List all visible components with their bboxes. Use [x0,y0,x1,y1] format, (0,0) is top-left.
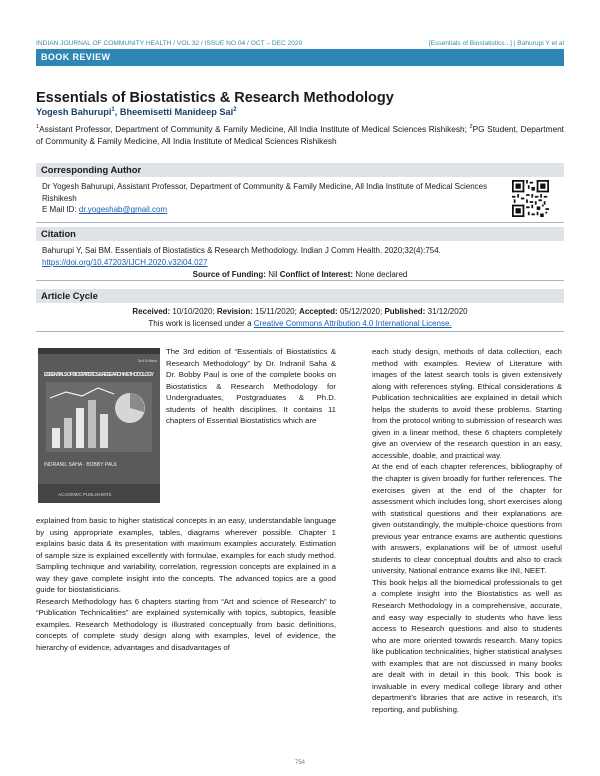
book-cover-image [38,348,160,503]
author-1-sup: 1 [111,107,115,113]
email-link[interactable]: dr.yogeshab@gmail.com [78,205,168,215]
article-dates [36,307,564,316]
journal-info: INDIAN JOURNAL OF COMMUNITY HEALTH / VOL 32 / ISSUE NO 04 / OCT – DEC 2020 [36,40,303,47]
author-1: Yogesh Bahurupi [36,107,112,118]
funding-line [36,270,564,279]
para-1-bottom: explained from basic to higher statistical concepts in an easy, understandable language by using appropriate examples, tables, diagrams wherever possible. Chapter 1 explains basic data & its presentation with maximum examples accurately. Estimation of sample size is explained excellently with formulae, examples for each study method. Sampling technique and variability, correlation, regression concepts are explained in a way they gave complete insight into the concepts. The advanced topics are a good guide for biostatisticians. [36,516,336,595]
license-prefix: This work is licensed under a [148,319,254,328]
citation-text-block [42,245,552,268]
section-label-band: BOOK REVIEW [36,49,564,66]
cover-publisher: ACADEMIC PUBLISHERS [58,492,112,497]
doi-link[interactable]: https://doi.org/10.47203/IJCH.2020.v32i04.027 [42,257,208,267]
affil-2-sup: 2 [469,124,473,130]
para-3: At the end of each chapter references, bibliography of the chapter is given broadly for further references. The exercises given at the end of the chapter for assessment which includes long, short exercises along with statistical questions and their explanations are given outstandingly, the multiple-choice questions from previous year entrance exams are authentic questions with answers, explanations will be of utmost useful students to clear conceptual doubts and also to crack university, National entrance exams like INI, NEET. [372,462,562,576]
cover-title: ESSENTIALS OF BIOSTATISTICS & RESEARCH METHODOLOGY [44,372,154,378]
corresponding-author-heading: Corresponding Author [36,163,564,177]
page-number: 754 [294,760,305,766]
cover-authors: INDRANIL SAHA · BOBBY PAUL [44,462,118,468]
revision-label: Revision: [216,307,253,316]
author-separator: , [114,107,120,118]
accepted-label: Accepted: [299,307,338,316]
running-title: [Essentials of Biostatistics...] | Bahurupi Y et al [428,40,564,47]
affiliations [36,121,564,147]
conflict-label: Conflict of Interest: [279,270,354,279]
para-2: Research Methodology has 6 chapters starting from “Art and science of Research” to “Publication Technicalities” are explained systemically with topics, subtopics, feasible examples. Research Methodology is illustrated conceptually from basic definitions, concepts of complete study design along with examples, level of evidence, the hierarchy of evidence, advantages and disadvantages of [36,596,336,653]
published-label: Published: [384,307,426,316]
published-date: 31/12/2020 [425,307,468,316]
affil-1: Assistant Professor, Department of Community & Family Medicine, All India Institute of Medical Sciences Rishikesh; [39,123,467,134]
citation-heading: Citation [36,227,564,241]
received-date: 10/10/2020; [170,307,217,316]
revision-date: 15/11/2020; [252,307,300,316]
received-label: Received: [132,307,171,316]
para-4: This book helps all the biomedical professionals to get a complete insight into the Biostatistics as well as Research Methodology in a comprehensive, accurate, and easy way especially to students who have less access to Research questions and also to students who are more oriented towards research. Many topics like publication technicalities, higher statistical analyses with examples that are not discussed in many books are dealt with in detail in this book. This book is invaluable in every medical college library and other department’s libraries that are active in research, it’s reporting, and publishing. [372,577,562,714]
qr-code-icon[interactable] [512,180,549,217]
running-header [36,40,564,47]
email-label: E Mail ID: [42,205,79,215]
para-2-continued: each study design, methods of data collection, each method with examples. Review of Literature with images of the latest search tools is given extensively along with references styling. Ethical considerations & Publication technicalities are explained in detail which helps the students to avoid these problems. Starting from the protocol writing to submission of research was given in a linear method, these 6 chapters completely give an overview of the research question in an easy, accessible, doable, and practical way. [372,347,562,460]
conflict-value: None declared [353,270,408,279]
license-link[interactable]: Creative Commons Attribution 4.0 International License. [253,319,452,328]
article-title: Essentials of Biostatistics & Research Methodology [36,90,394,106]
para-1-top: The 3rd edition of “Essentials of Biostatistics & Research Methodology” by Dr. Indranil Saha & Dr. Bobby Paul is one of the complete books on Biostatistics & Research Methodology for Undergraduates, Postgraduates & Ph.D. students of health disciplines. It contains 11 chapters of Essential Biostatistics which are [166,347,336,426]
license-line [36,319,564,328]
affil-1-sup: 1 [36,124,40,130]
body-left-column [36,515,336,654]
book-cover-graphic [38,348,160,503]
corresponding-author-name: Dr Yogesh Bahurupi, Assistant Professor, Department of Community & Family Medicine, All India Institute of Medical Sciences Rishikesh [42,182,488,203]
author-2: Bheemisetti Manideep Sai [119,107,234,118]
author-line [36,107,237,117]
body-right-column [372,346,562,716]
corresponding-author-details [42,181,497,216]
funding-value: Nil [265,270,280,279]
cover-edition: 3rd Edition [138,358,158,363]
citation-text: Bahurupi Y, Sai BM. Essentials of Biostatistics & Research Methodology. Indian J Comm Health. 2020;32(4):754. [42,246,441,255]
funding-label: Source of Funding: [192,270,266,279]
affil-2: PG Student, Department of Community & Family Medicine, All India Institute of Medical Sciences Rishikesh [36,123,564,146]
accepted-date: 05/12/2020; [337,307,385,316]
body-para-1-top [166,346,336,427]
article-cycle-heading: Article Cycle [36,289,564,303]
author-2-sup: 2 [233,107,237,113]
